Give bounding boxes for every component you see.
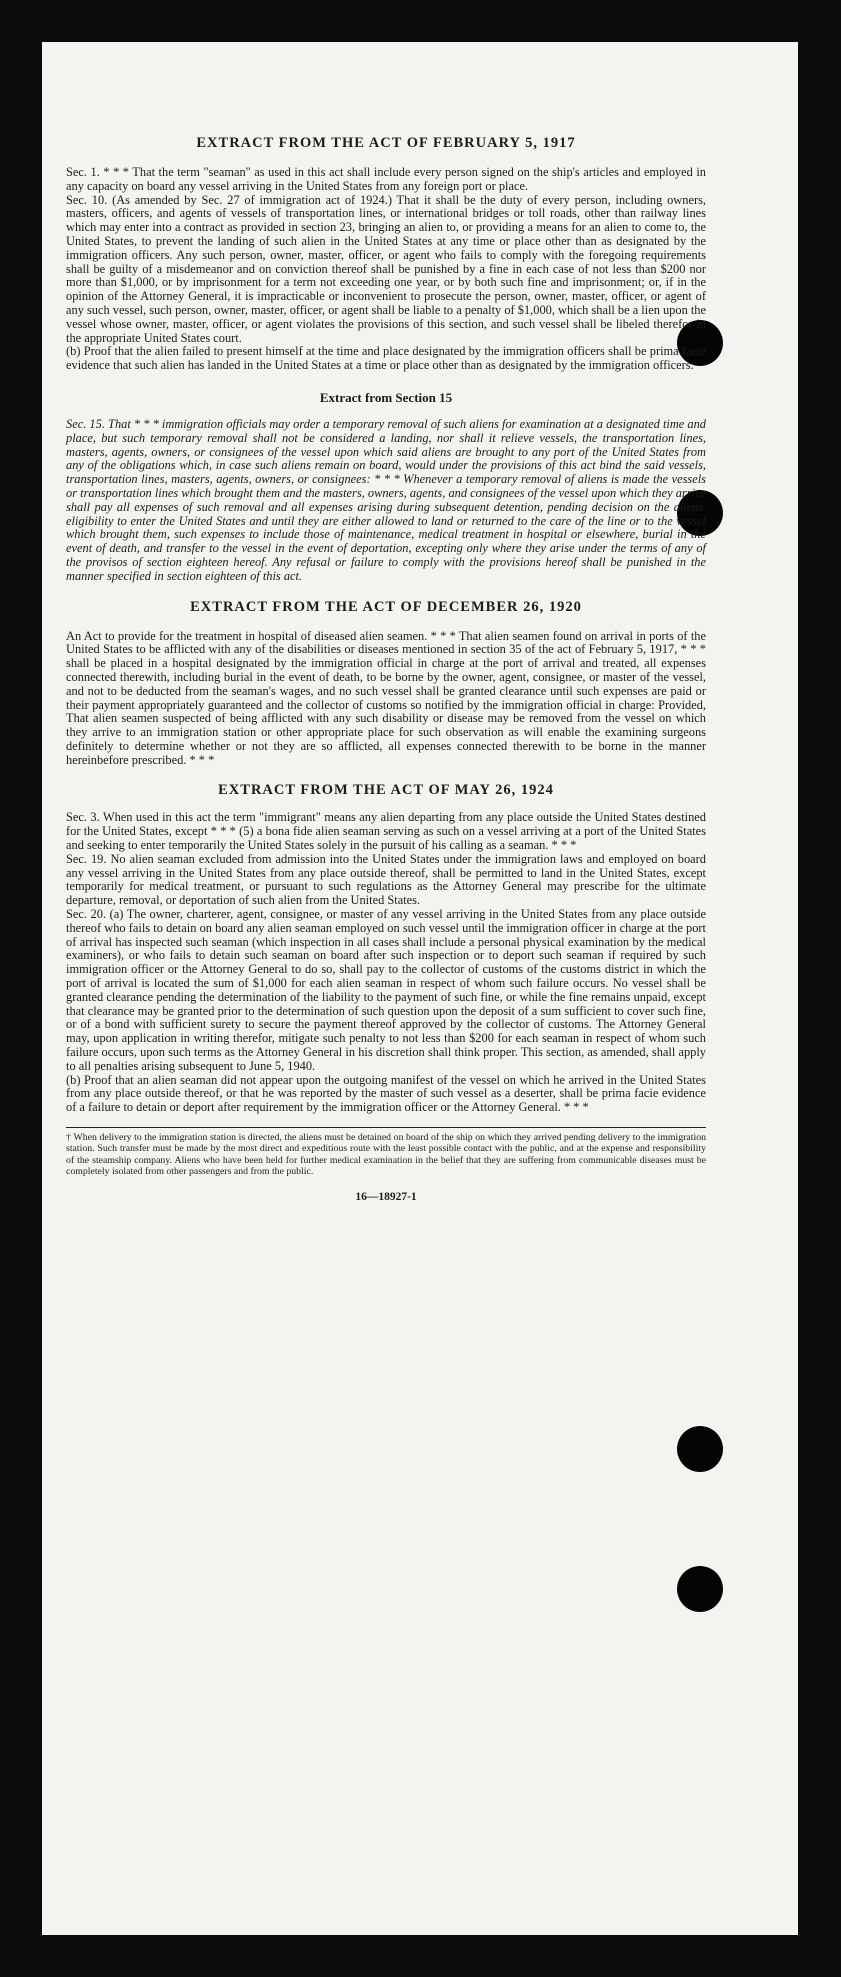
footnote-divider <box>66 1127 706 1128</box>
section-act-1920 <box>66 598 706 768</box>
punch-hole <box>677 1566 723 1612</box>
paragraph-sec-20-a: Sec. 20. (a) The owner, charterer, agent, consignee, or master of any vessel arriving in the United States from any place outside thereof who fails to detain on board any alien seaman employed on such vessel until the immigration officer in charge at the port of arrival has inspected such seaman (which inspection in all cases shall include a personal physical examination by the medical examiners), or who fails to detain such seaman on board after such inspection or to deport such seaman if required by such immigration officer or the Attorney General to do so, shall pay to the collector of customs of the customs district in which the port of arrival is located the sum of $1,000 for each alien seaman in respect of whom such failure occurs. No vessel shall be granted clearance pending the determination of the liability to the payment of such fine, or while the fine remains unpaid, except that clearance may be granted prior to the determination of such question upon the deposit of a sum sufficient to cover such fine, or of a bond with sufficient surety to secure the payment thereof approved by the collector of customs. The Attorney General may, upon application in writing therefor, mitigate such penalty to not less than $200 for each seaman in respect of whom such failure occurs, upon such terms as the Attorney General in his discretion shall think proper. This section, as amended, shall apply to all penalties arising subsequent to June 5, 1940. <box>66 907 706 1073</box>
paragraph-sec-10-b: (b) Proof that the alien failed to present himself at the time and place designated by the immigration officers shall be prima facie evidence that such alien has landed in the United States at a time or place other than as designated by the immigration officers. <box>66 344 706 373</box>
form-code: 16—18927-1 <box>355 1190 417 1203</box>
section-heading: EXTRACT FROM THE ACT OF DECEMBER 26, 1920 <box>190 598 582 615</box>
section-act-1924 <box>66 781 706 1115</box>
section-15-extract <box>66 390 706 584</box>
footnote: † When delivery to the immigration station is directed, the aliens must be detained on board of the ship on which they arrived pending delivery to the immigration station. Such transfer must be made by the most direct and expeditious route with the least possible contact with the public, and at the expense and responsibility of the steamship company. Aliens who have been held for further medical examination in the belief that they are suffering from communicable diseases must be completely isolated from other passengers and from the public. <box>66 1132 706 1178</box>
paragraph-act-1920: An Act to provide for the treatment in hospital of diseased alien seamen. * * * That alien seamen found on arrival in ports of the United States to be afflicted with any of the disabilities or diseases mentioned in section 35 of the act of February 5, 1917, * * * shall be placed in a hospital designated by the immigration official in charge at the port of arrival and treated, all expenses connected therewith, including burial in the event of death, to be borne by the owner, agent, consignee, or master of the vessel, and not to be deducted from the seaman's wages, and no such vessel shall be granted clearance until such expenses are paid or their payment appropriately guaranteed and the collector of customs so notified by the immigration official in charge: Provided, That alien seamen suspected of being afflicted with any such disability or disease may be removed from the vessel on which they arrive to an immigration station or other appropriate place for such observation as will enable the examining surgeons definitely to determine whether or not they are so afflicted, all expenses connected therewith to be borne in the manner hereinbefore prescribed. * * * <box>66 628 706 767</box>
section-heading: EXTRACT FROM THE ACT OF MAY 26, 1924 <box>218 782 554 799</box>
section-heading: EXTRACT FROM THE ACT OF FEBRUARY 5, 1917 <box>196 135 576 151</box>
paragraph-sec-1: Sec. 1. * * * That the term "seaman" as used in this act shall include every person signed on the ship's articles and employed in any capacity on board any vessel arriving in the United States from any foreign port or place. <box>66 165 706 193</box>
section-act-1917 <box>66 134 706 373</box>
paragraph-sec-10: Sec. 10. (As amended by Sec. 27 of immigration act of 1924.) That it shall be the duty of every person, including owners, masters, officers, and agents of vessels of transportation lines, or international bridges or toll roads, other than railway lines which may enter into a contract as provided in section 23, bringing an alien to, or providing a means for an alien to come to, the United States, to prevent the landing of such alien in the United States at any time or place other than as designated by the immigration officers. Any such person, owner, master, officer, or agent who fails to comply with the foregoing requirements shall be guilty of a misdemeanor and on conviction thereof shall be punished by a fine in each case of not less than $200 nor more than $1,000, or by imprisonment for a term not exceeding one year, or by both such fine and imprisonment; or, if in the opinion of the Attorney General, it is impracticable or inconvenient to prosecute the person, owner, master, officer, or agent of any such vessel, such person, owner, master, officer, or agent shall be liable to a penalty of $1,000, which shall be a lien upon the vessel whose owner, master, officer, or agent violates the provisions of this section, and such vessel shall be libeled therefor in the appropriate United States court. <box>66 192 707 345</box>
paragraph-sec-3: Sec. 3. When used in this act the term "immigrant" means any alien departing from any place outside the United States destined for the United States, except * * * (5) a bona fide alien seaman serving as such on a vessel arriving at a port of the United States and seeking to enter temporarily the United States solely in the pursuit of his calling as a seaman. * * * <box>66 810 706 853</box>
section-subheading: Extract from Section 15 <box>319 389 453 405</box>
paragraph-sec-20-b: (b) Proof that an alien seaman did not appear upon the outgoing manifest of the vessel on which he arrived in the United States from any place outside thereof, or that he was reported by the master of such vessel as a deserter, shall be prima facie evidence of a failure to detain or deport after requirement by the immigration officer or the Attorney General. * * * <box>66 1072 706 1115</box>
paragraph-sec-19: Sec. 19. No alien seaman excluded from admission into the United States under the immigration laws and employed on board any vessel arriving in the United States from any place outside thereof, shall be permitted to land in the United States, except temporarily for medical treatment, or pursuant to such regulations as the Attorney General may prescribe for the ultimate departure, removal, or deportation of such alien from the United States. <box>66 851 706 908</box>
punch-hole <box>677 1426 723 1472</box>
document-text <box>66 88 706 1204</box>
paragraph-sec-15: Sec. 15. That * * * immigration officials may order a temporary removal of such aliens for examination at a designated time and place, but such temporary removal shall not be considered a landing, nor shall it relieve vessels, the transportation lines, masters, agents, owners, or consignees of the vessel upon which said aliens are brought to any port of the United States from any of the obligations which, in case such aliens remain on board, would under the provisions of this act bind the said vessels, transportation lines, masters, agents, owners, or consignees: * * * Whenever a temporary removal of aliens is made the vessels or transportation lines which brought them and the masters, owners, agents, and consignees of the vessel upon which they arrive shall pay all expenses of such removal and all expenses arising during subsequent detention, pending decision on the aliens' eligibility to enter the United States and until they are either allowed to land or returned to the care of the line or to the vessel which brought them, such expenses to include those of maintenance, medical treatment in hospital or elsewhere, burial in the event of death, and transfer to the vessel in the event of deportation, excepting only where they arise under the terms of any of the provisos of section eighteen hereof. Any refusal or failure to comply with the provisions hereof shall be punished in the manner specified in section eighteen of this act. <box>66 416 706 583</box>
